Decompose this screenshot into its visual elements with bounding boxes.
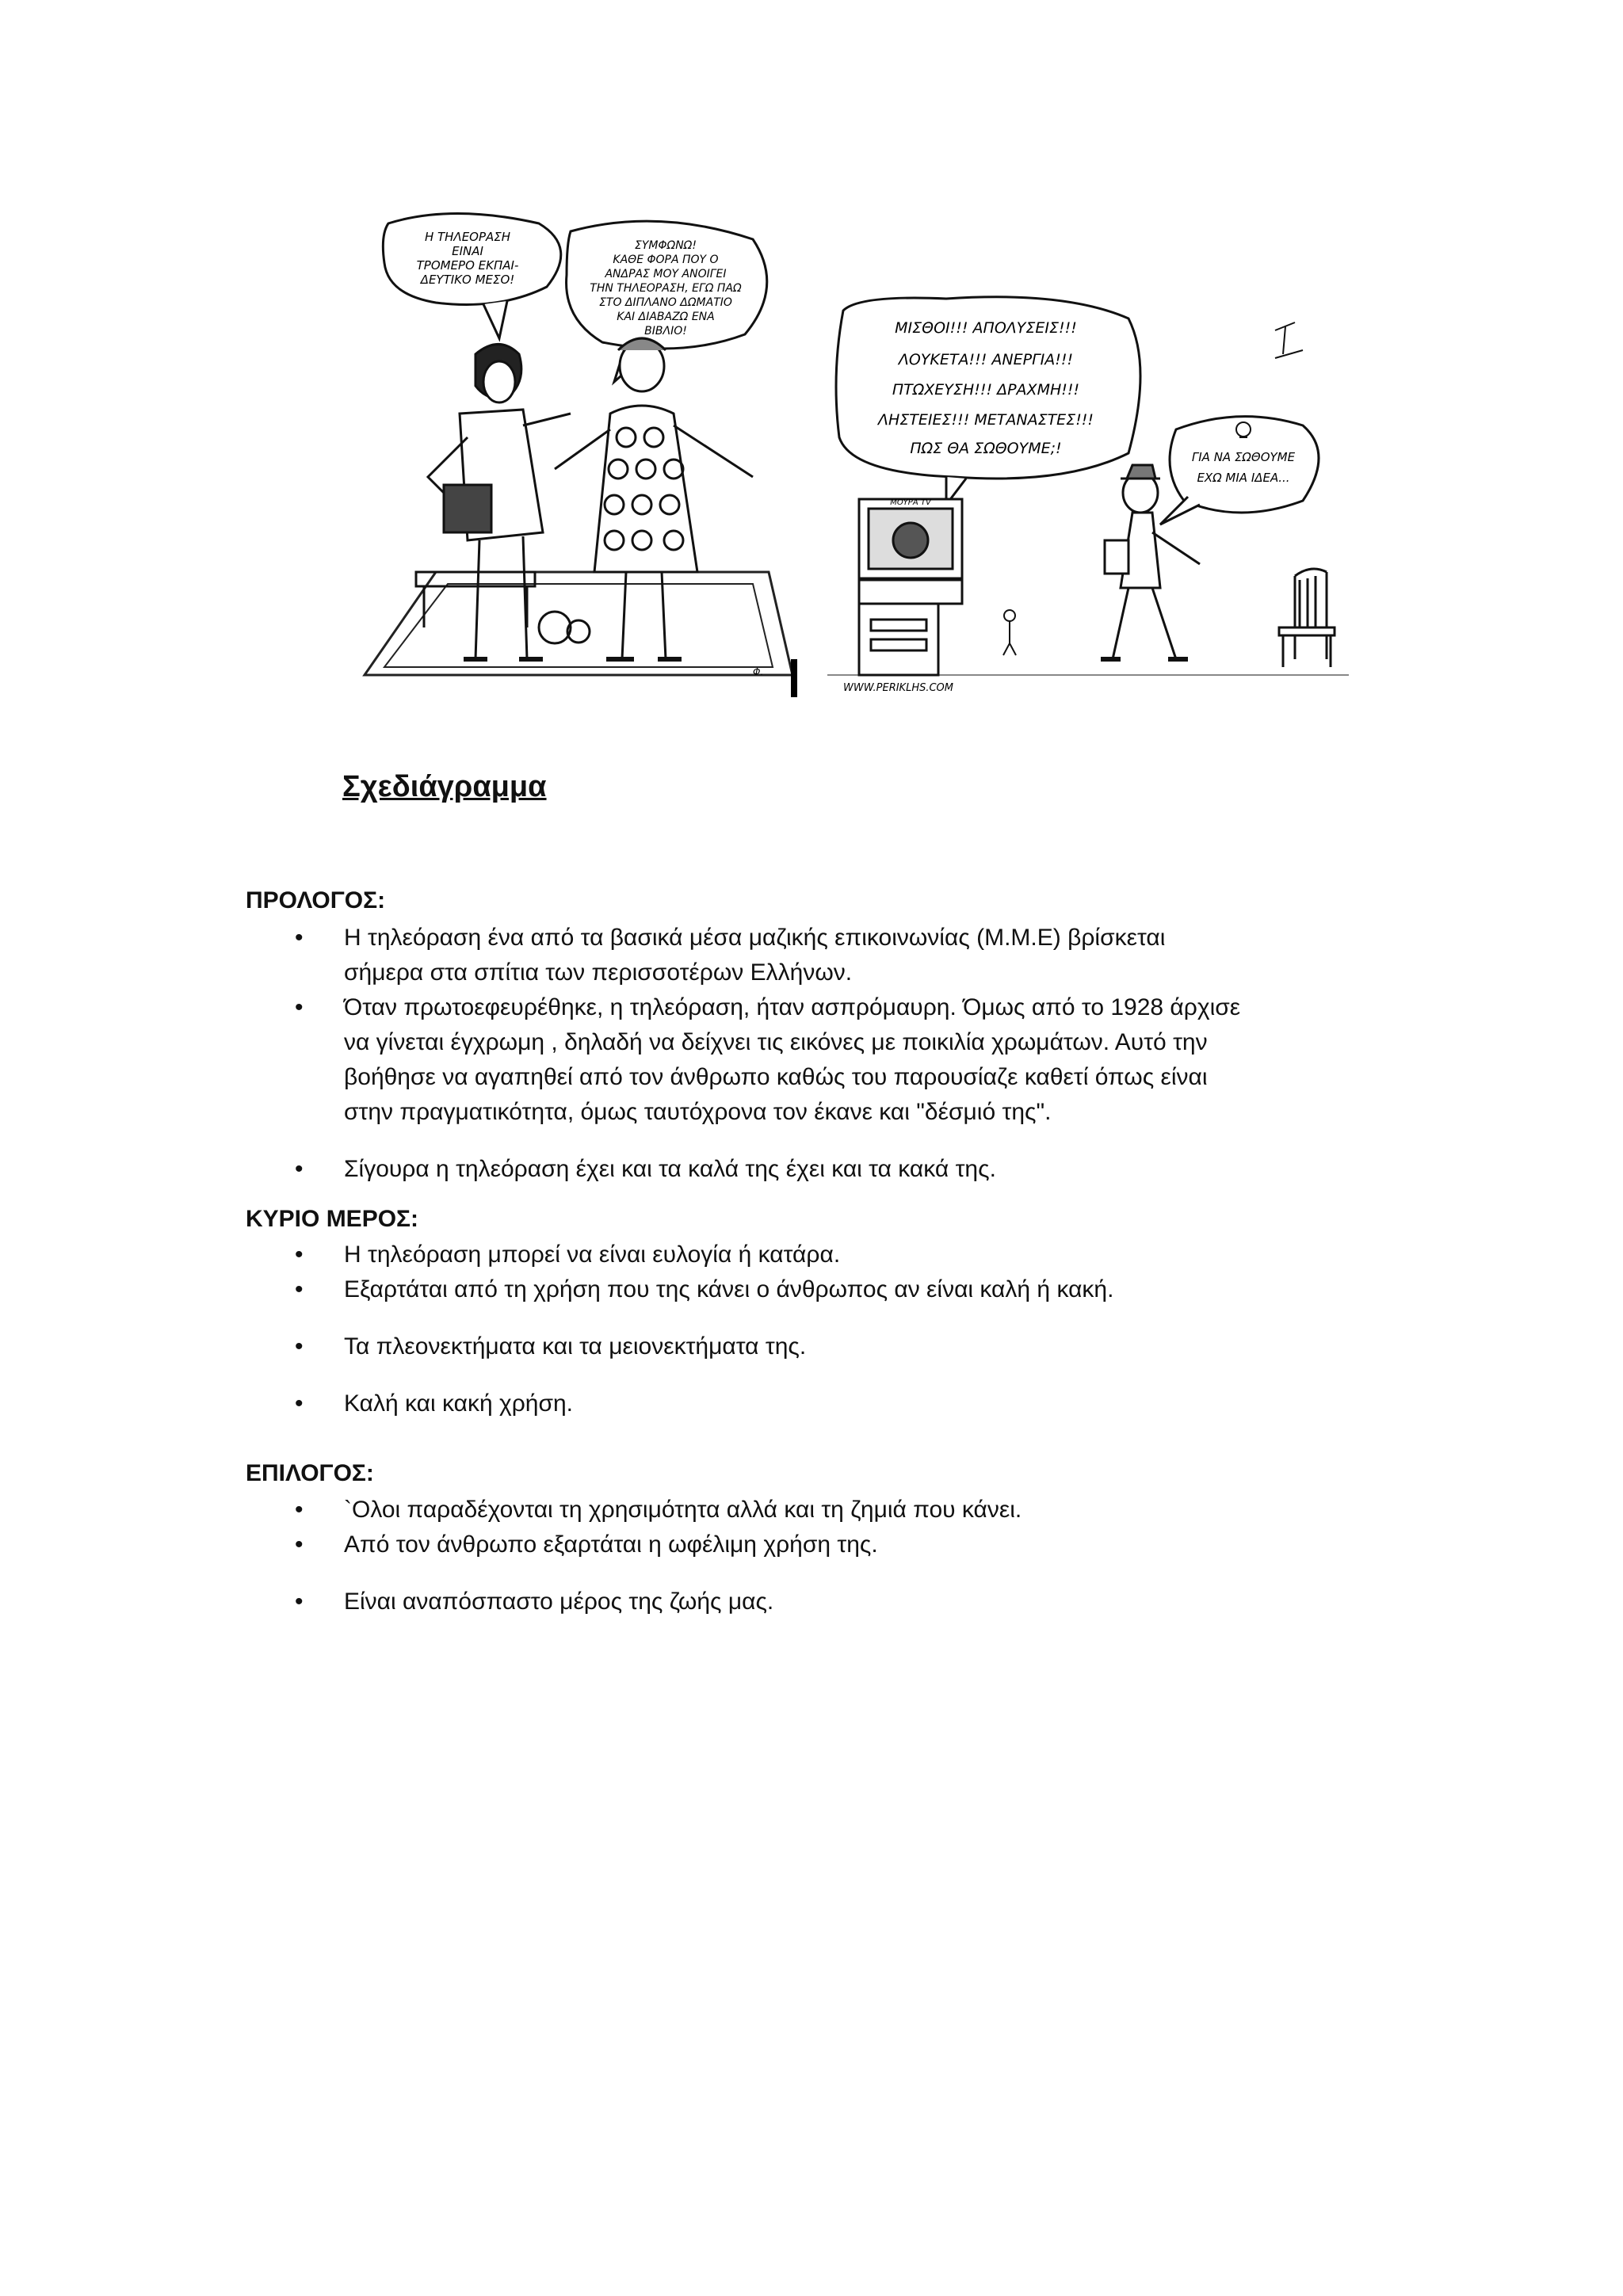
bubble-text: ΠΩΣ ΘΑ ΣΩΘΟΥΜΕ;!: [910, 440, 1062, 457]
epilogue-list: [246, 1493, 1434, 1619]
bubble-text: ΓΙΑ ΝΑ ΣΩΘΟΥΜΕ: [1191, 450, 1296, 464]
list-item: [246, 1527, 1434, 1562]
bubble-text: ΒΙΒΛΙΟ!: [644, 325, 687, 338]
list-item-line: Όταν πρωτοεφευρέθηκε, η τηλεόραση, ήταν ασπρόμαυρη. Όμως από το 1928 άρχισε: [344, 994, 1241, 1020]
section-heading-main: ΚΥΡΙΟ ΜΕΡΟΣ:: [246, 1206, 419, 1232]
bubble-text: ΛΟΥΚΕΤΑ!!! ΑΝΕΡΓΙΑ!!!: [898, 351, 1074, 368]
bubble-text: ΚΑΘΕ ΦΟΡΑ ΠΟΥ Ο: [613, 254, 719, 266]
tv-label: ΜΟΥΡΑ TV: [890, 498, 931, 507]
separator-bar: [791, 659, 797, 697]
list-item-line: Τα πλεονεκτήματα και τα μειονεκτήματα της.: [344, 1333, 807, 1360]
list-item-line: να γίνεται έγχρωμη , δηλαδή να δείχνει τις εικόνες με ποικιλία χρωμάτων. Αυτό την: [344, 1029, 1208, 1055]
section-heading-epilogue: ΕΠΙΛΟΓΟΣ:: [246, 1460, 374, 1486]
list-item: [246, 921, 1434, 990]
bubble-text: ΑΝΔΡΑΣ ΜΟΥ ΑΝΟΙΓΕΙ: [605, 268, 727, 280]
bubble-text: ΣΥΜΦΩΝΩ!: [635, 239, 697, 252]
bubble-text: Η ΤΗΛΕΟΡΑΣΗ: [424, 230, 511, 244]
list-item-line: Σίγουρα η τηλεόραση έχει και τα καλά της έχει και τα κακά της.: [344, 1156, 996, 1182]
list-item-line: `Ολοι παραδέχονται τη χρησιμότητα αλλά και τη ζημιά που κάνει.: [344, 1497, 1022, 1523]
bubble-text: ΣΤΟ ΔΙΠΛΑΝΟ ΔΩΜΑΤΙΟ: [599, 296, 732, 309]
document-title: Σχεδιάγραμμα: [342, 770, 547, 803]
list-item-line: στην πραγματικότητα, όμως ταυτόχρονα τον έκανε και "δέσμιό της".: [344, 1099, 1052, 1125]
section-heading-prologue: ΠΡΟΛΟΓΟΣ:: [246, 887, 386, 913]
list-item: [246, 1386, 1434, 1421]
list-item-line: βοήθησε να αγαπηθεί από τον άνθρωπο καθώς του παρουσίαζε καθετί όπως είναι: [344, 1064, 1208, 1090]
list-item-line: Καλή και κακή χρήση.: [344, 1390, 574, 1417]
list-item: [246, 990, 1434, 1130]
prologue-list: [246, 921, 1434, 1187]
bubble-text: ΕΙΝΑΙ: [452, 244, 483, 258]
list-item: [246, 1152, 1434, 1187]
list-item-line: Εξαρτάται από τη χρήση που της κάνει ο άνθρωπος αν είναι καλή ή κακή.: [344, 1276, 1114, 1302]
bubble-text: ΤΡΟΜΕΡΟ ΕΚΠΑΙ-: [416, 258, 519, 273]
list-item: [246, 1493, 1434, 1527]
artist-signature: Φ.: [753, 666, 764, 677]
bubble-text: ΔΕΥΤΙΚΟ ΜΕΣΟ!: [420, 273, 515, 287]
list-item-line: Η τηλεόραση μπορεί να είναι ευλογία ή κατάρα.: [344, 1241, 841, 1268]
list-item-line: Η τηλεόραση ένα από τα βασικά μέσα μαζικής επικοινωνίας (Μ.Μ.Ε) βρίσκεται: [344, 925, 1166, 951]
list-item-line: Από τον άνθρωπο εξαρτάται η ωφέλιμη χρήση της.: [344, 1531, 878, 1558]
list-item: [246, 1238, 1434, 1272]
bubble-text: ΜΙΣΘΟΙ!!! ΑΠΟΛΥΣΕΙΣ!!!: [895, 319, 1077, 337]
main-list: [246, 1238, 1434, 1421]
list-item-line: Είναι αναπόσπαστο μέρος της ζωής μας.: [344, 1589, 774, 1615]
bubble-text: ΕΧΩ ΜΙΑ ΙΔΕΑ...: [1197, 471, 1290, 485]
bubble-text: ΚΑΙ ΔΙΑΒΑΖΩ ΕΝΑ: [617, 311, 715, 323]
list-item: [246, 1329, 1434, 1364]
watermark: WWW.PERIKLHS.COM: [843, 682, 954, 694]
list-item-line: σήμερα στα σπίτια των περισσοτέρων Ελλήνων.: [344, 959, 853, 986]
bubble-text: ΤΗΝ ΤΗΛΕΟΡΑΣΗ, ΕΓΩ ΠΑΩ: [590, 282, 742, 295]
bubble-text: ΛΗΣΤΕΙΕΣ!!! ΜΕΤΑΝΑΣΤΕΣ!!!: [877, 411, 1094, 429]
cartoon-strip: [341, 200, 1349, 697]
list-item: [246, 1585, 1434, 1619]
cartoon-left: [341, 200, 792, 697]
cartoon-right: [827, 200, 1349, 697]
bubble-text: ΠΤΩΧΕΥΣΗ!!! ΔΡΑΧΜΗ!!!: [892, 381, 1080, 399]
list-item: [246, 1272, 1434, 1307]
